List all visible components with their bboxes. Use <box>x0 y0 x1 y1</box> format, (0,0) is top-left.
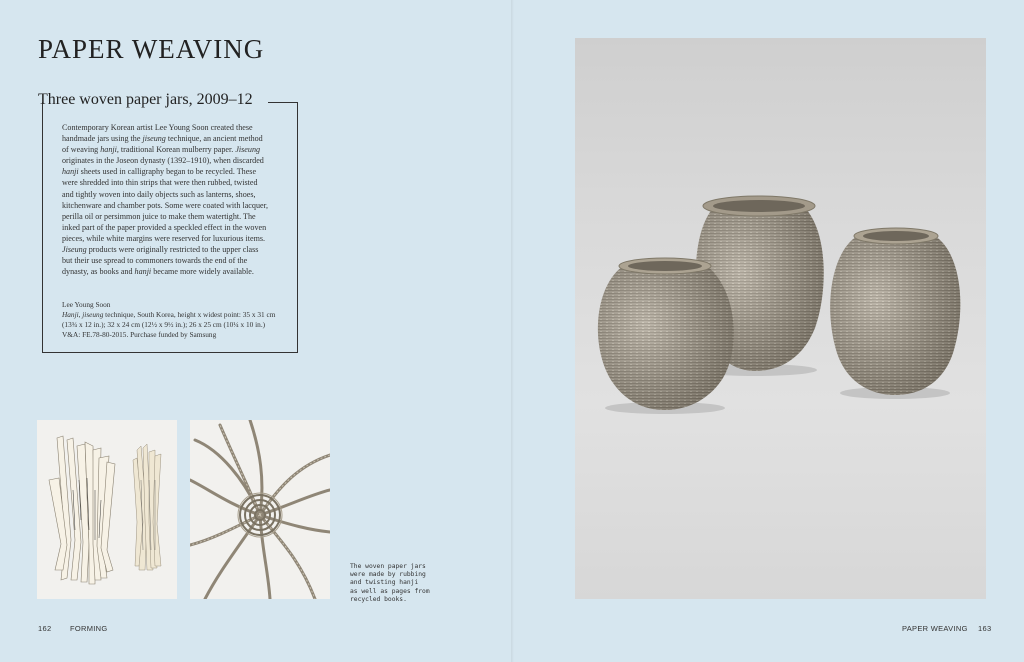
body-text-run: originates in the Joseon dynasty (1392–1910), when discarded <box>62 156 264 166</box>
page-title: PAPER WEAVING <box>38 34 265 64</box>
body-text-run: handmade jars using the <box>62 134 143 144</box>
credit-material-rest: technique, South Korea, height x widest point: 35 x 31 cm <box>103 310 276 319</box>
body-text-run: , traditional Korean mulberry paper. <box>116 145 236 155</box>
body-paragraph <box>62 122 288 277</box>
body-line <box>62 200 288 211</box>
body-line <box>62 133 288 144</box>
object-credit <box>62 300 292 340</box>
body-line <box>62 155 288 166</box>
paper-strips-illustration <box>37 420 177 599</box>
body-text-run: dynasty, as books and <box>62 267 135 277</box>
caption-line: and twisting hanji <box>350 579 419 587</box>
body-line <box>62 177 288 188</box>
body-text-run: were shredded into thin strips that were then rubbed, twisted <box>62 178 258 188</box>
body-text-run: of weaving <box>62 145 101 155</box>
credit-artist: Lee Young Soon <box>62 300 111 309</box>
body-text-run: inked part of the paper provided a speckled effect in the woven <box>62 222 267 232</box>
body-italic-term: hanji <box>134 267 152 277</box>
page-gutter <box>511 0 514 662</box>
left-page-number: 162 <box>38 624 52 633</box>
body-line <box>62 222 288 233</box>
photo-coiled-base <box>190 420 330 599</box>
body-line <box>62 144 288 155</box>
caption-line: The woven paper jars <box>350 563 426 570</box>
body-text-run: kitchenware and chamber pots. Some were coated with lacquer, <box>62 200 268 210</box>
body-line <box>62 166 288 177</box>
body-italic-term: hanji <box>100 145 117 155</box>
body-line <box>62 244 288 255</box>
section-subtitle: Three woven paper jars, 2009–12 <box>38 91 253 108</box>
caption-line: as well as pages from <box>350 587 430 595</box>
body-italic-term: jiseung <box>142 134 166 144</box>
body-text-run: products were originally restricted to the upper class <box>86 245 259 255</box>
text-frame-top-rule <box>268 102 297 103</box>
body-italic-term: Jiseung <box>62 245 87 255</box>
body-italic-term: Jiseung <box>235 145 261 155</box>
body-line <box>62 233 288 244</box>
coiled-base-illustration <box>190 420 330 599</box>
body-text-run: pieces, while white margins were reserved for luxurious items. <box>62 233 266 243</box>
body-text-run: became more widely available. <box>151 267 254 277</box>
credit-dimensions: (13¾ x 12 in.); 32 x 24 cm (12½ x 9½ in.); 26 x 25 cm (10¼ x 10 in.) <box>62 320 266 329</box>
credit-material-italic: Hanji, jiseung <box>62 310 104 319</box>
body-text-run: technique, an ancient method <box>165 134 263 144</box>
body-text-run: perilla oil or persimmon juice to make them watertight. The <box>62 211 256 221</box>
body-line <box>62 266 288 277</box>
photo-paper-strips <box>37 420 177 599</box>
left-running-head: FORMING <box>70 624 108 633</box>
body-text-run: sheets used in calligraphy began to be recycled. These <box>78 167 257 177</box>
body-line <box>62 255 288 266</box>
credit-material-line <box>62 310 292 320</box>
body-line <box>62 189 288 200</box>
photo-three-woven-jars <box>575 38 986 599</box>
woven-jars-illustration <box>575 38 986 599</box>
credit-accession: V&A: FE.78-80-2015. Purchase funded by Samsung <box>62 330 217 339</box>
body-text-run: but their use spread to commoners towards the end of the <box>62 256 248 266</box>
caption-line: were made by rubbing <box>350 571 426 579</box>
caption-line: recycled books. <box>350 595 407 603</box>
body-text-run: and tightly woven into daily objects such as lanterns, shoes, <box>62 189 256 199</box>
right-running-head: PAPER WEAVING <box>902 624 968 633</box>
body-text-run: Contemporary Korean artist Lee Young Soon created these <box>62 123 253 132</box>
body-italic-term: hanji <box>62 167 79 177</box>
body-line <box>62 211 288 222</box>
right-page-number: 163 <box>978 624 992 633</box>
image-caption <box>350 563 460 604</box>
body-line <box>62 122 288 133</box>
